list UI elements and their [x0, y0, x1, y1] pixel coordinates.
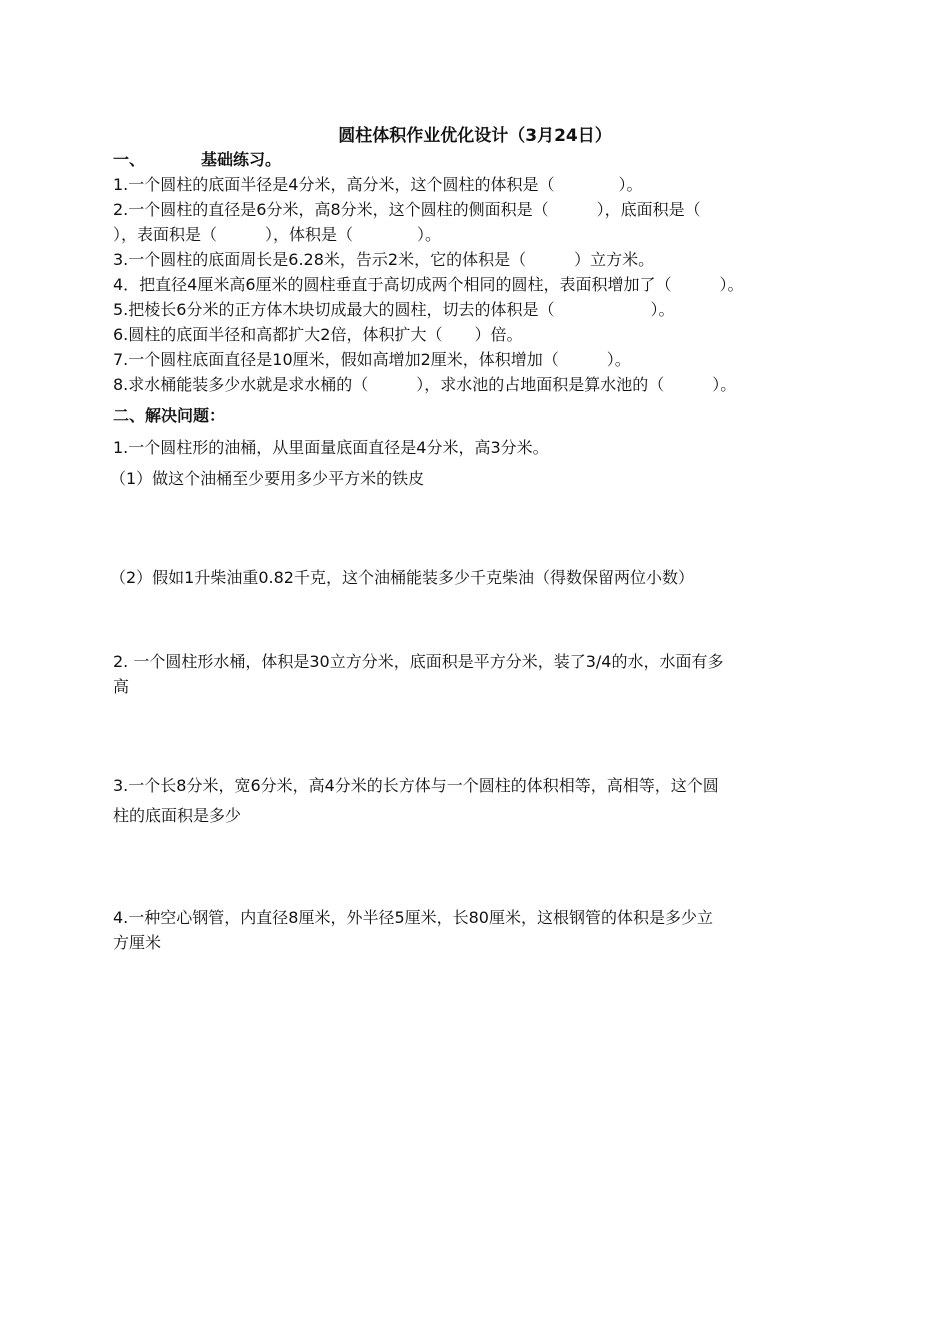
fill-item-3: 3.一个圆柱的底面周长是6.28米，告示2米，它的体积是（ ）立方米。: [113, 250, 655, 269]
problem-3-line-1: 3.一个长8分米，宽6分米，高4分米的长方体与一个圆柱的体积相等，高相等，这个圆: [113, 776, 719, 795]
problem-4-line-2: 方厘米: [113, 933, 162, 952]
fill-item-5: 5.把棱长6分米的正方体木块切成最大的圆柱，切去的体积是（ ）。: [113, 300, 675, 319]
problem-2-line-1: 2. 一个圆柱形水桶，体积是30立方分米，底面积是平方分米，装了3/4的水，水面有多: [113, 652, 724, 671]
fill-item-8: 8.求水桶能装多少水就是求水桶的（ ），求水池的占地面积是算水池的（ ）。: [113, 375, 737, 394]
fill-item-2-cont: ），表面积是（ ），体积是（ ）。: [113, 225, 442, 244]
fill-item-1: 1.一个圆柱的底面半径是4分米，高分米，这个圆柱的体积是（ ）。: [113, 175, 643, 194]
problem-2-line-2: 高: [113, 677, 130, 696]
problem-1-part-1: （1）做这个油桶至少要用多少平方米的铁皮: [110, 469, 425, 488]
section1-heading-text: 基础练习。: [201, 150, 282, 169]
problem-3-line-2: 柱的底面积是多少: [113, 806, 242, 825]
fill-item-2: 2.一个圆柱的直径是6分米，高8分米，这个圆柱的侧面积是（ ），底面积是（: [113, 200, 701, 219]
fill-item-7: 7.一个圆柱底面直径是10厘米，假如高增加2厘米，体积增加（ ）。: [113, 350, 631, 369]
problem-1: 1.一个圆柱形的油桶，从里面量底面直径是4分米，高3分米。: [113, 438, 549, 457]
section1-heading-number: 一、: [113, 150, 146, 169]
problem-4-line-1: 4.一种空心钢管，内直径8厘米，外半径5厘米，长80厘米，这根钢管的体积是多少立: [113, 908, 713, 927]
page-title: 圆柱体积作业优化设计（3月24日）: [338, 126, 612, 146]
fill-item-6: 6.圆柱的底面半径和高都扩大2倍，体积扩大（ ）倍。: [113, 325, 523, 344]
section2-heading: 二、解决问题：: [113, 406, 226, 425]
fill-item-4: 4．把直径4厘米高6厘米的圆柱垂直于高切成两个相同的圆柱，表面积增加了（ ）。: [113, 275, 744, 294]
section1-heading: [113, 149, 281, 171]
problem-1-part-2: （2）假如1升柴油重0.82千克，这个油桶能装多少千克柴油（得数保留两位小数）: [110, 568, 694, 587]
